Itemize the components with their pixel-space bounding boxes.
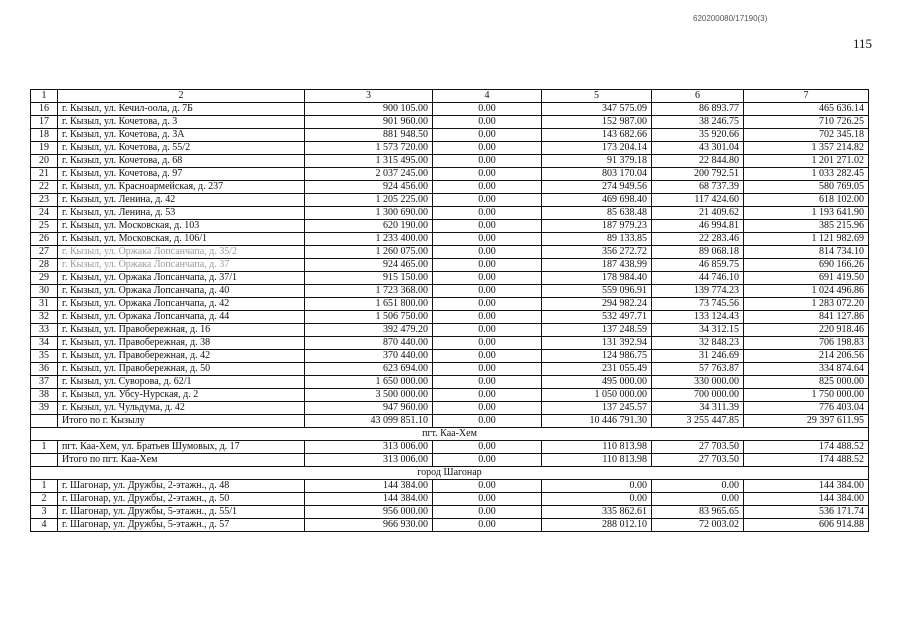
address-cell: г. Кызыл, ул. Правобережная, д. 50 — [58, 363, 305, 376]
amount-cell: 89 068.18 — [652, 246, 744, 259]
amount-cell: 143 682.66 — [542, 129, 652, 142]
amount-cell: 0.00 — [433, 389, 542, 402]
amount-cell: 580 769.05 — [744, 181, 869, 194]
amount-cell: 465 636.14 — [744, 103, 869, 116]
total-row — [31, 415, 869, 428]
amount-cell: 137 245.57 — [542, 402, 652, 415]
address-cell: г. Кызыл, ул. Оржака Лопсанчапа, д. 44 — [58, 311, 305, 324]
table-row — [31, 233, 869, 246]
amount-cell: 0.00 — [433, 480, 542, 493]
amount-cell: 606 914.88 — [744, 519, 869, 532]
row-number-cell: 19 — [31, 142, 58, 155]
section-title: пгт. Каа-Хем — [31, 428, 869, 441]
amount-cell: 618 102.00 — [744, 194, 869, 207]
amount-cell: 347 575.09 — [542, 103, 652, 116]
amount-cell: 220 918.46 — [744, 324, 869, 337]
amount-cell: 83 965.65 — [652, 506, 744, 519]
amount-cell: 10 446 791.30 — [542, 415, 652, 428]
address-cell: г. Кызыл, ул. Оржака Лопсанчапа, д. 35/2 — [58, 246, 305, 259]
amount-cell: 881 948.50 — [305, 129, 433, 142]
amount-cell: 620 190.00 — [305, 220, 433, 233]
amount-cell: 776 403.04 — [744, 402, 869, 415]
amount-cell: 495 000.00 — [542, 376, 652, 389]
table-row — [31, 493, 869, 506]
amount-cell: 690 166.26 — [744, 259, 869, 272]
amount-cell: 385 215.96 — [744, 220, 869, 233]
address-cell: г. Кызыл, ул. Московская, д. 106/1 — [58, 233, 305, 246]
section-title: город Шагонар — [31, 467, 869, 480]
table-row — [31, 441, 869, 454]
column-header: 5 — [542, 90, 652, 103]
amount-cell: 34 312.15 — [652, 324, 744, 337]
table-row — [31, 337, 869, 350]
amount-cell: 330 000.00 — [652, 376, 744, 389]
amount-cell: 0.00 — [433, 129, 542, 142]
amount-cell: 1 300 690.00 — [305, 207, 433, 220]
amount-cell: 335 862.61 — [542, 506, 652, 519]
amount-cell: 1 121 982.69 — [744, 233, 869, 246]
row-number-cell: 22 — [31, 181, 58, 194]
amount-cell: 392 479.20 — [305, 324, 433, 337]
row-number-cell: 20 — [31, 155, 58, 168]
amount-cell: 144 384.00 — [305, 480, 433, 493]
amount-cell: 21 409.62 — [652, 207, 744, 220]
amount-cell: 691 419.50 — [744, 272, 869, 285]
amount-cell: 0.00 — [433, 194, 542, 207]
row-number-cell: 1 — [31, 480, 58, 493]
address-cell: г. Кызыл, ул. Кочетова, д. 68 — [58, 155, 305, 168]
address-cell: г. Кызыл, ул. Оржака Лопсанчапа, д. 37/1 — [58, 272, 305, 285]
amount-cell: 710 726.25 — [744, 116, 869, 129]
amount-cell: 956 000.00 — [305, 506, 433, 519]
amount-cell: 35 920.66 — [652, 129, 744, 142]
page-number: 115 — [853, 36, 873, 51]
section-header-row — [31, 467, 869, 480]
address-cell: г. Кызыл, ул. Кочетова, д. 55/2 — [58, 142, 305, 155]
amount-cell: 137 248.59 — [542, 324, 652, 337]
row-number-cell: 25 — [31, 220, 58, 233]
amount-cell: 73 745.56 — [652, 298, 744, 311]
row-number-cell: 32 — [31, 311, 58, 324]
row-number-cell: 33 — [31, 324, 58, 337]
table-row — [31, 324, 869, 337]
amount-cell: 124 986.75 — [542, 350, 652, 363]
amount-cell: 110 813.98 — [542, 454, 652, 467]
amount-cell: 1 201 271.02 — [744, 155, 869, 168]
amount-cell: 0.00 — [433, 220, 542, 233]
amount-cell: 0.00 — [433, 402, 542, 415]
amount-cell: 85 638.48 — [542, 207, 652, 220]
amount-cell: 0.00 — [542, 493, 652, 506]
table-row — [31, 506, 869, 519]
row-number-cell: 28 — [31, 259, 58, 272]
amount-cell: 0.00 — [433, 142, 542, 155]
address-cell: г. Шагонар, ул. Дружбы, 5-этажн., д. 55/1 — [58, 506, 305, 519]
amount-cell: 0.00 — [433, 337, 542, 350]
table-row — [31, 480, 869, 493]
table-row — [31, 129, 869, 142]
address-cell: г. Кызыл, ул. Кочетова, д. 97 — [58, 168, 305, 181]
amount-cell: 966 930.00 — [305, 519, 433, 532]
amount-cell: 0.00 — [433, 116, 542, 129]
amount-cell: 0.00 — [433, 259, 542, 272]
amount-cell: 924 456.00 — [305, 181, 433, 194]
amount-cell: 924 465.00 — [305, 259, 433, 272]
address-cell: г. Кызыл, ул. Кочетова, д. 3А — [58, 129, 305, 142]
table-row — [31, 272, 869, 285]
table-row — [31, 363, 869, 376]
address-cell: г. Кызыл, ул. Правобережная, д. 38 — [58, 337, 305, 350]
table-row — [31, 155, 869, 168]
row-number-cell: 2 — [31, 493, 58, 506]
amount-cell: 900 105.00 — [305, 103, 433, 116]
amount-cell: 43 301.04 — [652, 142, 744, 155]
amount-cell: 1 283 072.20 — [744, 298, 869, 311]
address-cell: г. Кызыл, ул. Оржака Лопсанчапа, д. 42 — [58, 298, 305, 311]
data-table — [30, 89, 869, 532]
amount-cell: 536 171.74 — [744, 506, 869, 519]
amount-cell: 29 397 611.95 — [744, 415, 869, 428]
table-row — [31, 181, 869, 194]
amount-cell: 915 150.00 — [305, 272, 433, 285]
amount-cell: 3 255 447.85 — [652, 415, 744, 428]
amount-cell: 0.00 — [433, 298, 542, 311]
amount-cell: 0.00 — [433, 246, 542, 259]
row-number-cell: 31 — [31, 298, 58, 311]
row-number-cell: 29 — [31, 272, 58, 285]
row-number-cell — [31, 415, 58, 428]
amount-cell: 0.00 — [433, 181, 542, 194]
row-number-cell: 3 — [31, 506, 58, 519]
amount-cell: 72 003.02 — [652, 519, 744, 532]
amount-cell: 0.00 — [433, 350, 542, 363]
row-number-cell: 34 — [31, 337, 58, 350]
amount-cell: 187 438.99 — [542, 259, 652, 272]
amount-cell: 0.00 — [433, 493, 542, 506]
table-row — [31, 376, 869, 389]
row-number-cell: 37 — [31, 376, 58, 389]
amount-cell: 700 000.00 — [652, 389, 744, 402]
amount-cell: 178 984.40 — [542, 272, 652, 285]
amount-cell: 144 384.00 — [744, 493, 869, 506]
amount-cell: 0.00 — [433, 168, 542, 181]
table-row — [31, 142, 869, 155]
row-number-cell: 30 — [31, 285, 58, 298]
amount-cell: 469 698.40 — [542, 194, 652, 207]
amount-cell: 32 848.23 — [652, 337, 744, 350]
amount-cell: 46 994.81 — [652, 220, 744, 233]
amount-cell: 144 384.00 — [744, 480, 869, 493]
amount-cell: 274 949.56 — [542, 181, 652, 194]
amount-cell: 131 392.94 — [542, 337, 652, 350]
address-cell: г. Шагонар, ул. Дружбы, 2-этажн., д. 48 — [58, 480, 305, 493]
amount-cell: 144 384.00 — [305, 493, 433, 506]
table-row — [31, 168, 869, 181]
address-cell: г. Кызыл, ул. Кочетова, д. 3 — [58, 116, 305, 129]
amount-cell: 825 000.00 — [744, 376, 869, 389]
amount-cell: 200 792.51 — [652, 168, 744, 181]
amount-cell: 803 170.04 — [542, 168, 652, 181]
table-row — [31, 285, 869, 298]
header-row — [31, 90, 869, 103]
address-cell: г. Кызыл, ул. Ленина, д. 42 — [58, 194, 305, 207]
amount-cell: 1 651 800.00 — [305, 298, 433, 311]
address-cell: г. Кызыл, ул. Красноармейская, д. 237 — [58, 181, 305, 194]
address-cell: г. Кызыл, ул. Правобережная, д. 42 — [58, 350, 305, 363]
table-row — [31, 402, 869, 415]
amount-cell: 1 315 495.00 — [305, 155, 433, 168]
address-cell: г. Шагонар, ул. Дружбы, 2-этажн., д. 50 — [58, 493, 305, 506]
amount-cell: 110 813.98 — [542, 441, 652, 454]
section-header-row — [31, 428, 869, 441]
amount-cell: 623 694.00 — [305, 363, 433, 376]
table-row — [31, 116, 869, 129]
amount-cell: 187 979.23 — [542, 220, 652, 233]
table-row — [31, 389, 869, 402]
amount-cell: 44 746.10 — [652, 272, 744, 285]
row-number-cell: 35 — [31, 350, 58, 363]
row-number-cell: 4 — [31, 519, 58, 532]
amount-cell: 139 774.23 — [652, 285, 744, 298]
amount-cell: 133 124.43 — [652, 311, 744, 324]
row-number-cell: 39 — [31, 402, 58, 415]
amount-cell: 31 246.69 — [652, 350, 744, 363]
address-cell: г. Кызыл, ул. Кечил-оола, д. 7Б — [58, 103, 305, 116]
row-number-cell: 16 — [31, 103, 58, 116]
amount-cell: 22 844.80 — [652, 155, 744, 168]
address-cell: Итого по пгт. Каа-Хем — [58, 454, 305, 467]
amount-cell: 0.00 — [433, 324, 542, 337]
amount-cell: 814 734.10 — [744, 246, 869, 259]
row-number-cell: 1 — [31, 441, 58, 454]
amount-cell: 334 874.64 — [744, 363, 869, 376]
row-number-cell — [31, 454, 58, 467]
row-number-cell: 18 — [31, 129, 58, 142]
amount-cell: 0.00 — [433, 155, 542, 168]
amount-cell: 214 206.56 — [744, 350, 869, 363]
address-cell: г. Шагонар, ул. Дружбы, 5-этажн., д. 57 — [58, 519, 305, 532]
amount-cell: 0.00 — [542, 480, 652, 493]
amount-cell: 0.00 — [433, 415, 542, 428]
address-cell: г. Кызыл, ул. Ленина, д. 53 — [58, 207, 305, 220]
amount-cell: 1 573 720.00 — [305, 142, 433, 155]
amount-cell: 0.00 — [433, 363, 542, 376]
amount-cell: 1 650 000.00 — [305, 376, 433, 389]
table-row — [31, 246, 869, 259]
amount-cell: 174 488.52 — [744, 454, 869, 467]
amount-cell: 294 982.24 — [542, 298, 652, 311]
amount-cell: 89 133.85 — [542, 233, 652, 246]
amount-cell: 288 012.10 — [542, 519, 652, 532]
row-number-cell: 24 — [31, 207, 58, 220]
column-header: 1 — [31, 90, 58, 103]
address-cell: г. Кызыл, ул. Оржака Лопсанчапа, д. 40 — [58, 285, 305, 298]
amount-cell: 706 198.83 — [744, 337, 869, 350]
column-header: 3 — [305, 90, 433, 103]
amount-cell: 34 311.39 — [652, 402, 744, 415]
amount-cell: 1 506 750.00 — [305, 311, 433, 324]
table-row — [31, 207, 869, 220]
amount-cell: 0.00 — [433, 103, 542, 116]
amount-cell: 117 424.60 — [652, 194, 744, 207]
amount-cell: 0.00 — [652, 480, 744, 493]
row-number-cell: 17 — [31, 116, 58, 129]
amount-cell: 46 859.75 — [652, 259, 744, 272]
amount-cell: 0.00 — [433, 285, 542, 298]
amount-cell: 3 500 000.00 — [305, 389, 433, 402]
amount-cell: 313 006.00 — [305, 454, 433, 467]
column-header: 4 — [433, 90, 542, 103]
amount-cell: 1 205 225.00 — [305, 194, 433, 207]
amount-cell: 27 703.50 — [652, 441, 744, 454]
address-cell: г. Кызыл, ул. Убсу-Нурская, д. 2 — [58, 389, 305, 402]
row-number-cell: 23 — [31, 194, 58, 207]
amount-cell: 152 987.00 — [542, 116, 652, 129]
column-header: 7 — [744, 90, 869, 103]
amount-cell: 947 960.00 — [305, 402, 433, 415]
amount-cell: 0.00 — [433, 376, 542, 389]
address-cell: г. Кызыл, ул. Московская, д. 103 — [58, 220, 305, 233]
total-row — [31, 454, 869, 467]
amount-cell: 370 440.00 — [305, 350, 433, 363]
amount-cell: 1 233 400.00 — [305, 233, 433, 246]
amount-cell: 1 033 282.45 — [744, 168, 869, 181]
amount-cell: 1 750 000.00 — [744, 389, 869, 402]
row-number-cell: 27 — [31, 246, 58, 259]
amount-cell: 1 193 641.90 — [744, 207, 869, 220]
amount-cell: 91 379.18 — [542, 155, 652, 168]
amount-cell: 0.00 — [652, 493, 744, 506]
amount-cell: 0.00 — [433, 441, 542, 454]
column-header: 2 — [58, 90, 305, 103]
amount-cell: 0.00 — [433, 207, 542, 220]
amount-cell: 68 737.39 — [652, 181, 744, 194]
amount-cell: 841 127.86 — [744, 311, 869, 324]
table-row — [31, 103, 869, 116]
address-cell: г. Кызыл, ул. Чульдума, д. 42 — [58, 402, 305, 415]
amount-cell: 901 960.00 — [305, 116, 433, 129]
row-number-cell: 36 — [31, 363, 58, 376]
amount-cell: 174 488.52 — [744, 441, 869, 454]
amount-cell: 870 440.00 — [305, 337, 433, 350]
amount-cell: 313 006.00 — [305, 441, 433, 454]
amount-cell: 0.00 — [433, 272, 542, 285]
amount-cell: 27 703.50 — [652, 454, 744, 467]
amount-cell: 0.00 — [433, 454, 542, 467]
table-row — [31, 350, 869, 363]
amount-cell: 0.00 — [433, 519, 542, 532]
amount-cell: 173 204.14 — [542, 142, 652, 155]
amount-cell: 559 096.91 — [542, 285, 652, 298]
table-row — [31, 194, 869, 207]
amount-cell: 0.00 — [433, 311, 542, 324]
table-row — [31, 220, 869, 233]
table-row — [31, 298, 869, 311]
address-cell: г. Кызыл, ул. Правобережная, д. 16 — [58, 324, 305, 337]
row-number-cell: 38 — [31, 389, 58, 402]
amount-cell: 702 345.18 — [744, 129, 869, 142]
amount-cell: 1 723 368.00 — [305, 285, 433, 298]
doc-code: 620200080/17190(3) — [693, 14, 768, 23]
address-cell: г. Кызыл, ул. Оржака Лопсанчапа, д. 37 — [58, 259, 305, 272]
address-cell: Итого по г. Кызылу — [58, 415, 305, 428]
column-header: 6 — [652, 90, 744, 103]
table-row — [31, 519, 869, 532]
amount-cell: 1 050 000.00 — [542, 389, 652, 402]
amount-cell: 38 246.75 — [652, 116, 744, 129]
amount-cell: 1 260 075.00 — [305, 246, 433, 259]
amount-cell: 86 893.77 — [652, 103, 744, 116]
amount-cell: 22 283.46 — [652, 233, 744, 246]
row-number-cell: 26 — [31, 233, 58, 246]
amount-cell: 532 497.71 — [542, 311, 652, 324]
address-cell: г. Кызыл, ул. Суворова, д. 62/1 — [58, 376, 305, 389]
amount-cell: 57 763.87 — [652, 363, 744, 376]
amount-cell: 356 272.72 — [542, 246, 652, 259]
row-number-cell: 21 — [31, 168, 58, 181]
amount-cell: 1 357 214.82 — [744, 142, 869, 155]
table-row — [31, 311, 869, 324]
amount-cell: 0.00 — [433, 233, 542, 246]
amount-cell: 0.00 — [433, 506, 542, 519]
amount-cell: 1 024 496.86 — [744, 285, 869, 298]
amount-cell: 43 099 851.10 — [305, 415, 433, 428]
address-cell: пгт. Каа-Хем, ул. Братьев Шумовых, д. 17 — [58, 441, 305, 454]
amount-cell: 231 055.49 — [542, 363, 652, 376]
amount-cell: 2 037 245.00 — [305, 168, 433, 181]
table-row — [31, 259, 869, 272]
